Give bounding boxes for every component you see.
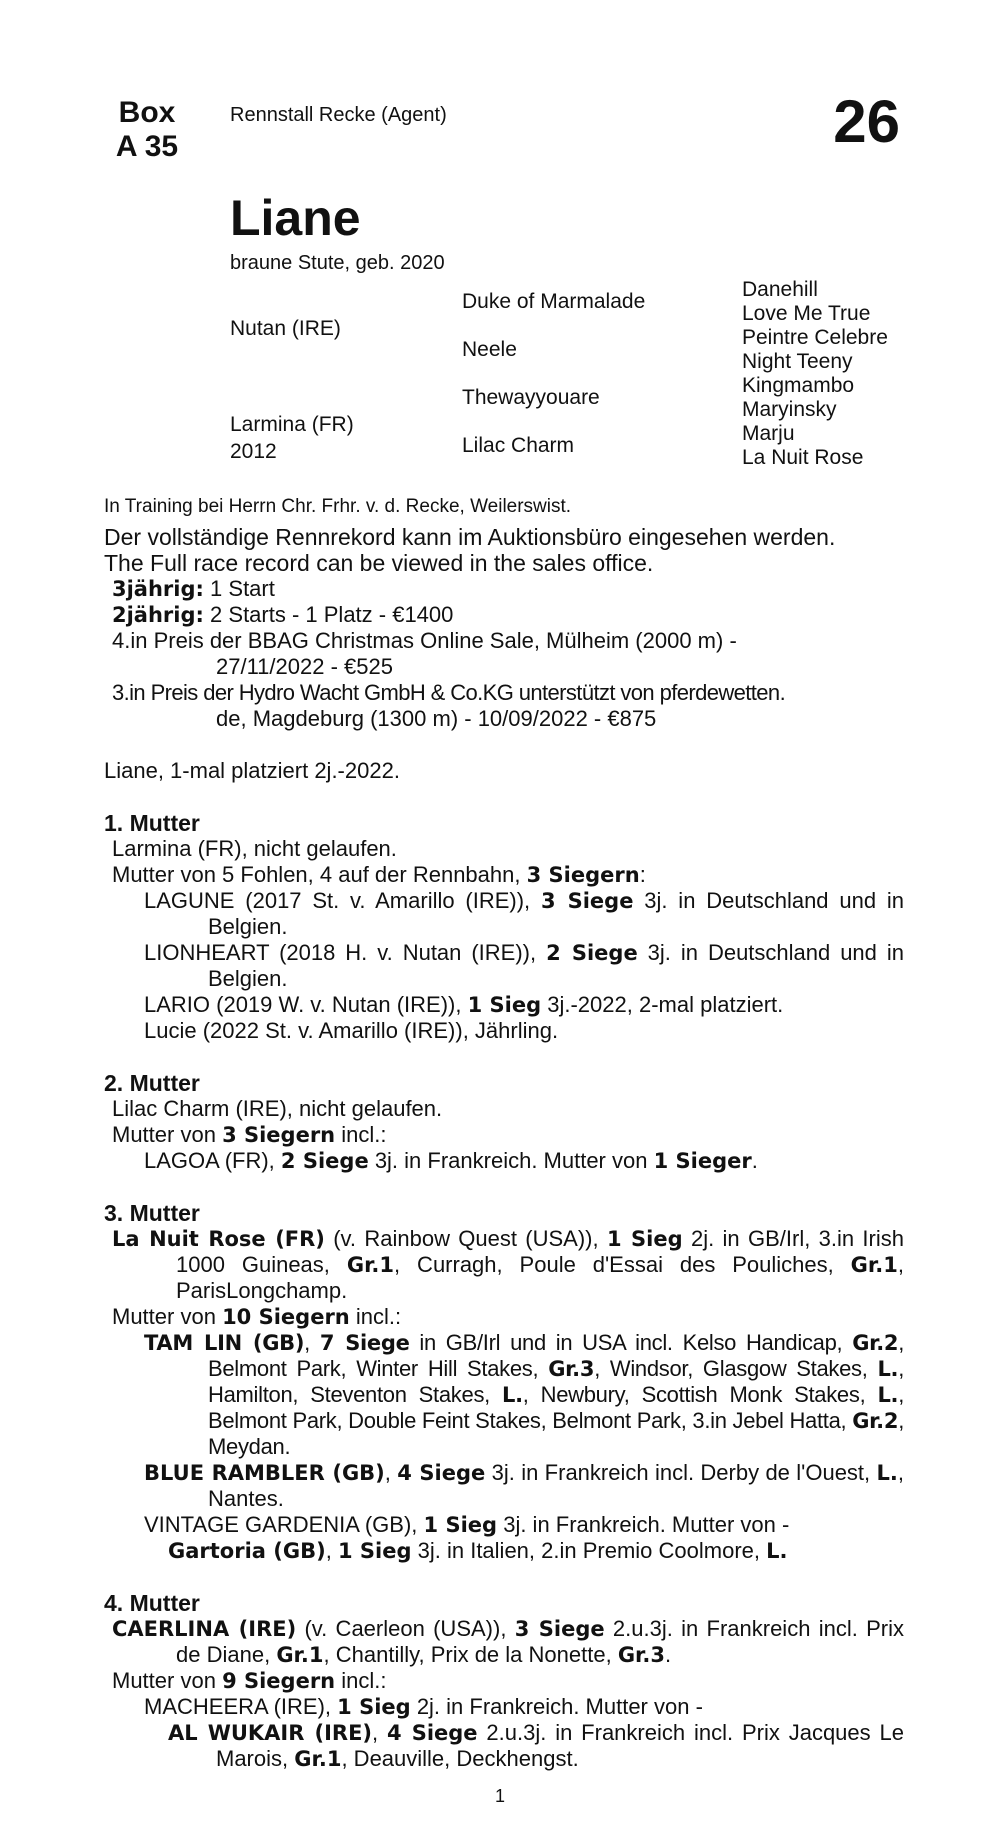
dam3-foal1-gr2: Gr.2 (852, 1331, 899, 1355)
dam2-produce-pre: Mutter von (112, 1122, 216, 1147)
dam1-foal1-post: 3j. in Deutschland und in Belgien. (208, 888, 904, 939)
training-note: In Training bei Herrn Chr. Frhr. v. d. Recke, Weilerswist. (104, 496, 572, 517)
dam1-produce-bold: 3 Siegern (526, 863, 640, 887)
dam3-foal-2 (104, 1460, 904, 1512)
dam3-foal2-t2: , Nantes. (208, 1460, 905, 1511)
dam4-name-post: 2.u.3j. in Frankreich incl. Prix de Diane, (176, 1616, 904, 1667)
dam4-gfoal-sep: , (372, 1720, 379, 1745)
pedigree-dam: Larmina (FR) (230, 413, 354, 436)
dam3-foal1-t7: , Meydan. (208, 1408, 904, 1459)
record-note-de: Der vollständige Rennrekord kann im Auktionsbüro eingesehen werden. (104, 524, 836, 550)
record-2yo (104, 602, 904, 628)
pedigree-gen3-list (742, 278, 888, 470)
dam3-produce (104, 1304, 904, 1330)
pedigree-gen3-item: Marju (742, 422, 795, 445)
dam1-foal-3 (104, 992, 904, 1018)
summary-line: Liane, 1-mal platziert 2j.-2022. (104, 758, 400, 783)
stable-name: Rennstall Recke (Agent) (230, 104, 447, 126)
dam1-produce-pre: Mutter von 5 Fohlen, 4 auf der Rennbahn, (112, 862, 521, 887)
dam4-name (104, 1616, 904, 1668)
dam1-foal-2 (104, 940, 904, 992)
dam2-foal1-pre: LAGOA (FR), (144, 1148, 275, 1173)
dam1-foal-4: Lucie (2022 St. v. Amarillo (IRE)), Jährling. (144, 1018, 559, 1043)
race-entry-1b: 27/11/2022 - €525 (216, 654, 393, 679)
dam2-foal1-bold: 2 Siege (280, 1149, 369, 1173)
dam4-gfoal-bold: 4 Siege (387, 1721, 478, 1745)
race-entry-2b: de, Magdeburg (1300 m) - 10/09/2022 - €875 (216, 706, 657, 731)
dam4-foal1-bold: 1 Sieg (337, 1695, 411, 1719)
dam3-name (104, 1226, 904, 1304)
dam2-foal-1 (104, 1148, 904, 1174)
dam4-gfoal-gr1: Gr.1 (294, 1747, 342, 1771)
race-entry-2a: 3.in Preis der Hydro Wacht GmbH & Co.KG unterstützt von pferdewetten. (112, 680, 786, 705)
dam3-gfoal-post: 3j. in Italien, 2.in Premio Coolmore, (417, 1538, 760, 1563)
dam3-name-bold2: 1 Sieg (606, 1227, 683, 1251)
dam2-heading: 2. Mutter (104, 1070, 200, 1096)
dam2-produce (104, 1122, 904, 1148)
dam3-heading: 3. Mutter (104, 1200, 200, 1226)
dam3-foal1-t2: , Belmont Park, Winter Hill Stakes, (208, 1330, 905, 1381)
dam3-foal1-l2: L. (502, 1383, 523, 1407)
dam1-foal3-bold: 1 Sieg (467, 993, 542, 1017)
pedigree-dam-sire: Thewayyouare (462, 386, 600, 409)
pedigree-sire-sire: Duke of Marmalade (462, 290, 646, 313)
dam3-name-post3: , ParisLongchamp. (176, 1252, 904, 1303)
dam4-produce-post: incl.: (341, 1668, 387, 1693)
dam3-foal1-t5: , Newbury, Scottish Monk Stakes, (522, 1382, 866, 1407)
dam4-heading: 4. Mutter (104, 1590, 200, 1616)
horse-name: Liane (230, 190, 361, 246)
dam2-foal1-mid: 3j. in Frankreich. Mutter von (374, 1148, 648, 1173)
dam3-name-gr1b: Gr.1 (850, 1253, 898, 1277)
dam3-foal-1 (104, 1330, 904, 1460)
dam4-gfoal-t2: , Deauville, Deckhengst. (341, 1746, 579, 1771)
dam1-foal1-pre: LAGUNE (2017 St. v. Amarillo (IRE)), (144, 888, 531, 913)
dam4-name-mid: (v. Caerleon (USA)), (304, 1616, 507, 1641)
pedigree-gen3-item: Maryinsky (742, 398, 837, 421)
dam2-produce-bold: 3 Siegern (222, 1123, 336, 1147)
dam3-foal1-t4: , Hamilton, Steventon Stakes, (208, 1356, 905, 1407)
dam4-name-post2: , Chantilly, Prix de la Nonette, (323, 1642, 612, 1667)
dam3-grandfoal-1 (104, 1538, 904, 1564)
dam3-foal1-t1: in GB/Irl und in USA incl. Kelso Handicap, (419, 1330, 843, 1355)
dam3-foal1-bold: 7 Siege (319, 1331, 410, 1355)
lot-number: 26 (833, 88, 900, 155)
dam3-name-mid: (v. Rainbow Quest (USA)), (333, 1226, 599, 1251)
box-label (102, 96, 192, 164)
dam3-gfoal-sep: , (325, 1538, 332, 1563)
dam1-name: Larmina (FR), nicht gelaufen. (112, 836, 397, 861)
dam1-heading: 1. Mutter (104, 810, 200, 836)
dam1-produce (104, 862, 904, 888)
dam3-gfoal-bold: 1 Sieg (337, 1539, 412, 1563)
dam3-gfoal-l: L. (766, 1539, 788, 1563)
dam3-name-gr1: Gr.1 (346, 1253, 395, 1277)
dam3-name-post: 2j. in GB/Irl, 3.in Irish 1000 Guineas, (176, 1226, 904, 1277)
dam3-foal1-gr3: Gr.3 (548, 1357, 595, 1381)
dam4-name-gr1: Gr.1 (276, 1643, 324, 1667)
dam4-gfoal-name: AL WUKAIR (IRE) (168, 1721, 373, 1745)
dam2-produce-post: incl.: (341, 1122, 387, 1147)
dam4-foal-1 (104, 1694, 904, 1720)
dam3-foal1-l3: L. (877, 1383, 899, 1407)
pedigree-sire: Nutan (IRE) (230, 317, 341, 340)
dam1-foal-1 (104, 888, 904, 940)
record-3yo (104, 576, 904, 602)
dam4-name-gr3: Gr.3 (617, 1643, 666, 1667)
dam3-foal1-t6: , Belmont Park, Double Feint Stakes, Belmont Park, 3.in Jebel Hatta, (208, 1382, 905, 1433)
dam3-foal3-bold: 1 Sieg (423, 1513, 498, 1537)
dam4-name-post3: . (665, 1642, 672, 1667)
dam3-foal2-t1: 3j. in Frankreich incl. Derby de l'Ouest, (491, 1460, 871, 1485)
dam1-produce-post: : (639, 862, 646, 887)
dam2-foal1-post: . (751, 1148, 758, 1173)
dam4-grandfoal-1 (104, 1720, 904, 1772)
pedigree-dam-year: 2012 (230, 440, 277, 463)
pedigree-gen3-item: Night Teeny (742, 350, 853, 373)
dam3-foal-3 (104, 1512, 904, 1538)
pedigree-gen3-item: Love Me True (742, 302, 871, 325)
dam3-foal1-l1: L. (877, 1357, 899, 1381)
dam3-foal2-l: L. (876, 1461, 898, 1485)
dam3-produce-bold: 10 Siegern (222, 1305, 350, 1329)
dam1-foal2-bold: 2 Siege (546, 941, 638, 965)
dam1-foal2-post: 3j. in Deutschland und in Belgien. (208, 940, 904, 991)
dam1-foal2-pre: LIONHEART (2018 H. v. Nutan (IRE)), (144, 940, 537, 965)
dam3-produce-post: incl.: (355, 1304, 402, 1329)
dam4-foal1-post: 2j. in Frankreich. Mutter von - (416, 1694, 703, 1719)
dam3-foal1-gr2b: Gr.2 (852, 1409, 899, 1433)
dam4-name-bold2: 3 Siege (514, 1617, 605, 1641)
dam3-foal1-name: TAM LIN (GB) (144, 1331, 305, 1355)
record-note-en: The Full race record can be viewed in the sales office. (104, 550, 654, 576)
dam3-foal3-post: 3j. in Frankreich. Mutter von - (503, 1512, 790, 1537)
dam3-produce-pre: Mutter von (112, 1304, 216, 1329)
dam3-name-bold: La Nuit Rose (FR) (112, 1227, 325, 1251)
dam4-produce (104, 1668, 904, 1694)
dam3-foal3-pre: VINTAGE GARDENIA (GB), (144, 1512, 418, 1537)
dam4-produce-pre: Mutter von (112, 1668, 216, 1693)
dam4-name-bold: CAERLINA (IRE) (112, 1617, 297, 1641)
dam3-gfoal-name: Gartoria (GB) (168, 1539, 326, 1563)
dam4-gfoal-t1: 2.u.3j. in Frankreich incl. Prix Jacques Le Marois, (216, 1720, 904, 1771)
dam3-foal2-sep: , (384, 1460, 391, 1485)
box-label-text: Box (118, 96, 176, 129)
pedigree-gen3-item: Danehill (742, 278, 818, 301)
dam2-name: Lilac Charm (IRE), nicht gelaufen. (112, 1096, 443, 1121)
record-3yo-label: 3jährig: (112, 577, 204, 601)
pedigree-dam-dam: Lilac Charm (462, 434, 575, 457)
page-number: 1 (494, 1786, 505, 1806)
dam3-foal1-t3: , Windsor, Glasgow Stakes, (594, 1356, 868, 1381)
record-2yo-label: 2jährig: (112, 603, 204, 627)
dam2-foal1-bold2: 1 Sieger (653, 1149, 752, 1173)
catalogue-body (104, 494, 904, 1772)
pedigree-gen3-item: Peintre Celebre (742, 326, 888, 349)
dam1-foal3-pre: LARIO (2019 W. v. Nutan (IRE)), (144, 992, 462, 1017)
record-3yo-text: 1 Start (210, 576, 275, 601)
pedigree-gen3-item: La Nuit Rose (742, 446, 864, 469)
dam4-foal1-pre: MACHEERA (IRE), (144, 1694, 332, 1719)
pedigree-sire-dam: Neele (462, 338, 517, 361)
record-2yo-text: 2 Starts - 1 Platz - €1400 (210, 602, 454, 627)
dam3-name-post2: , Curragh, Poule d'Essai des Pouliches, (394, 1252, 834, 1277)
box-number: A 35 (115, 130, 179, 163)
horse-description: braune Stute, geb. 2020 (230, 252, 445, 274)
dam1-foal1-bold: 3 Siege (540, 889, 634, 913)
dam3-foal2-bold: 4 Siege (397, 1461, 486, 1485)
dam3-foal2-name: BLUE RAMBLER (GB) (144, 1461, 385, 1485)
dam4-produce-bold: 9 Siegern (222, 1669, 336, 1693)
dam3-foal1-sep: , (304, 1330, 310, 1355)
pedigree-gen3-item: Kingmambo (742, 374, 855, 397)
race-entry-1a: 4.in Preis der BBAG Christmas Online Sale, Mülheim (2000 m) - (112, 628, 737, 653)
dam1-foal3-post: 3j.-2022, 2-mal platziert. (547, 992, 784, 1017)
